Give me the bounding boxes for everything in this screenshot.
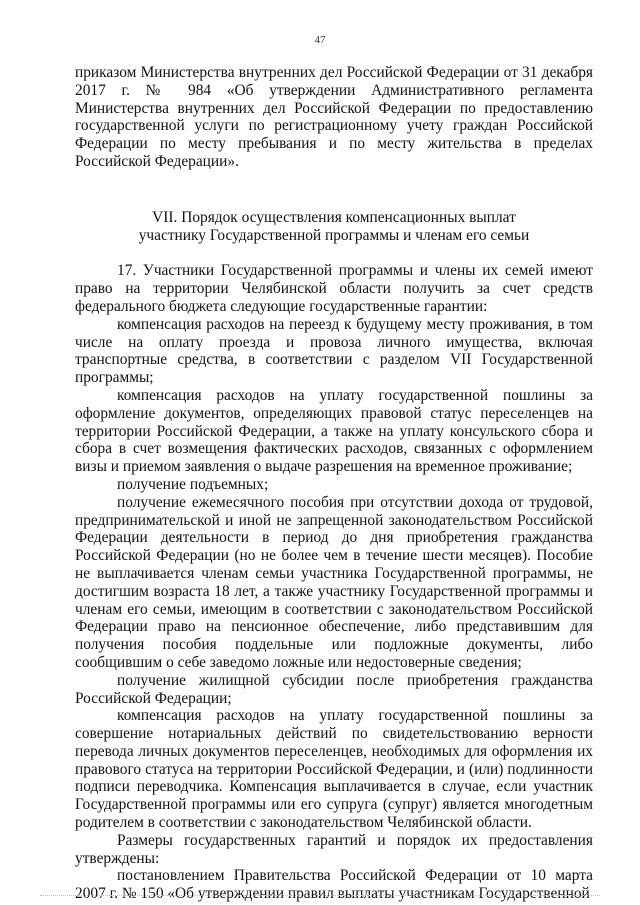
section-title-line-2: участнику Государственной программы и членам его семьи (138, 226, 530, 244)
guarantees-approval-paragraph: Размеры государственных гарантий и порядок их предоставления утверждены: (75, 831, 593, 867)
government-decree-paragraph: постановлением Правительства Российской Федерации от 10 марта 2007 г. № 150 «Об утверждении правил выплаты участникам Государственной (75, 867, 593, 903)
list-item-lifting-allowance: получение подъемных; (117, 475, 269, 493)
list-item-state-fee-compensation: компенсация расходов на уплату государственной пошлины за оформление документов, определяющих правовой статус переселенцев на территории Российской Федерации, а также на уплату консульского сбора и сбора в счет возмещения фактических расходов, связанных с оформлением визы и приемом заявления о выдаче разрешения на временное проживание; (75, 386, 593, 476)
list-item-notarial-fee-compensation: компенсация расходов на уплату государственной пошлины за совершение нотариальных действий по свидетельствованию верности перевода личных документов переселенцев, необходимых для оформления их правового статуса на территории Российской Федерации, и (или) подлинности подписи переводчика. Компенсация выплачивается в случае, если участник Государственной программы или его супруга (супруг) является многодетным родителем в соответствии с законодательством Челябинской области. (75, 707, 593, 832)
list-item-housing-subsidy: получение жилищной субсидии после приобретения гражданства Российской Федерации; (75, 671, 593, 707)
document-body (75, 64, 593, 903)
page-number: 47 (314, 34, 326, 46)
section-title-line-1: VII. Порядок осуществления компенсационных выплат (152, 208, 516, 226)
page-bottom-edge (40, 895, 600, 896)
list-item-relocation-compensation: компенсация расходов на переезд к будущему месту проживания, в том числе на оплату проезда и провоза личного имущества, включая транспортные средства, в соответствии с разделом VII Государственной программы; (75, 315, 593, 387)
list-item-monthly-allowance: получение ежемесячного пособия при отсутствии дохода от трудовой, предпринимательской и иной не запрещенной законодательством Российской Федерации деятельности в период до дня приобретения гражданства Российской Федерации (но не более чем в течение шести месяцев). Пособие не выплачивается членам семьи участника Государственной программы, не достигшим возраста 18 лет, а также участнику Государственной программы и членам его семьи, имеющим в соответствии с законодательством Российской Федерации право на пенсионное обеспечение, либо представившим для получения пособия поддельные или подложные документы, либо сообщившим о себе заведомо ложные или недостоверные сведения; (75, 493, 593, 671)
section-heading (75, 209, 593, 245)
intro-paragraph: приказом Министерства внутренних дел Российской Федерации от 31 декабря 2017 г. № 984 «Об утверждении Административного регламента Министерства внутренних дел Российской Федерации по предоставлению государственной услуги по регистрационному учету граждан Российской Федерации по месту пребывания и по месту жительства в пределах Российской Федерации». (75, 64, 593, 170)
paragraph-17: 17. Участники Государственной программы и члены их семей имеют право на территории Челябинской области получить за счет средств федерального бюджета следующие государственные гарантии: (75, 262, 593, 315)
